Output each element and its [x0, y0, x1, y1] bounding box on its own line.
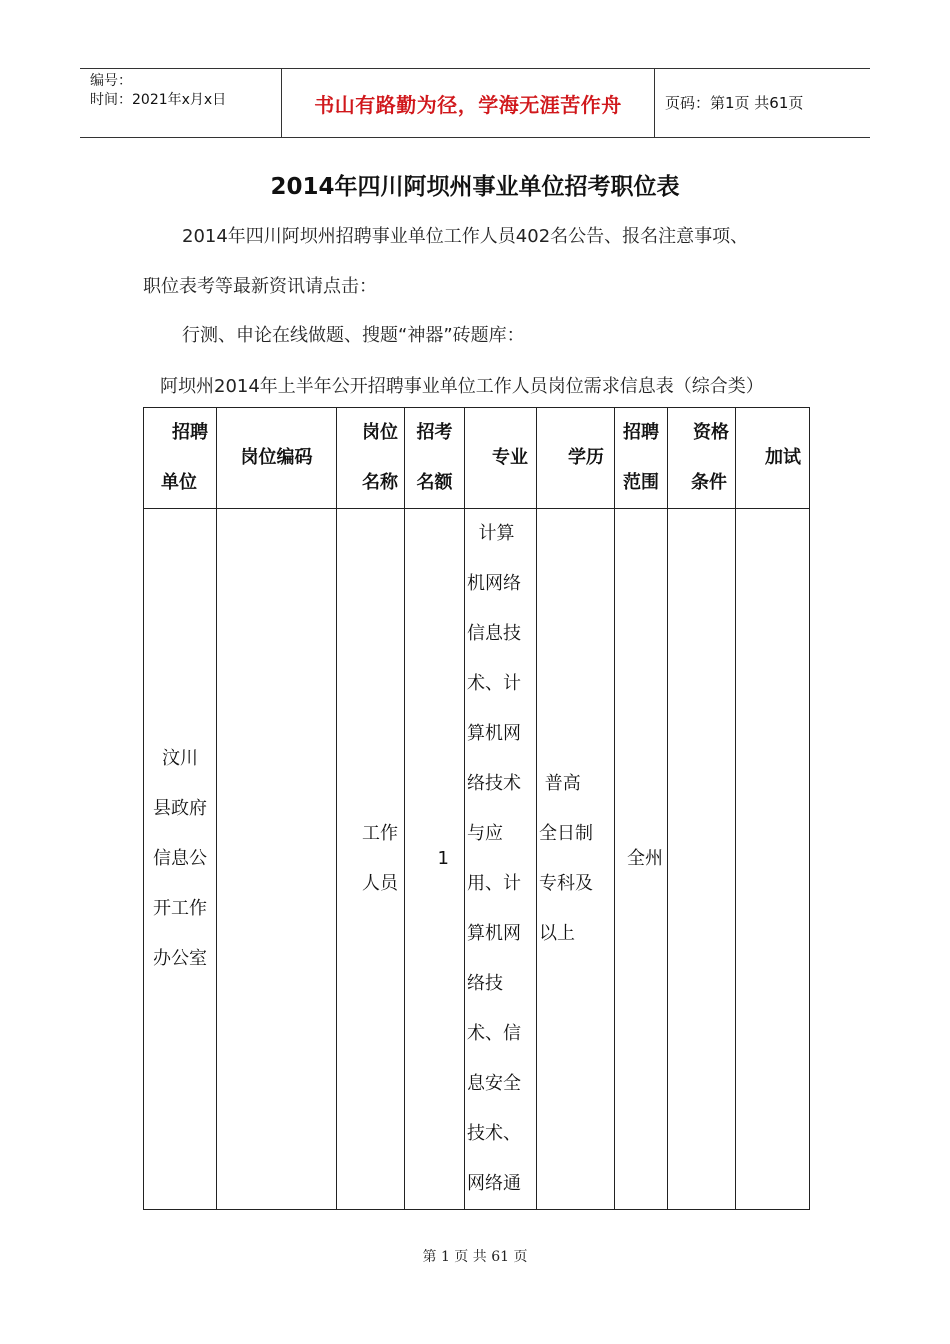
resource-line: 行测、申论在线做题、搜题“神器”砖题库：: [182, 325, 525, 346]
header-motto-cell: [281, 69, 655, 137]
header-unit-l1: 招聘: [172, 422, 208, 443]
header-extra-test-l1: 加试: [765, 447, 801, 468]
time-label: 时间：2021年x月x日: [90, 92, 227, 108]
cell-major: 计算 机网络 信息技 术、计 算机网 络技术 与应 用、计 算机网 络技 术、信 息安全 技术、 网络通: [465, 509, 537, 1210]
cell-unit: 汶川 县政府 信息公 开工作 办公室: [144, 509, 217, 1210]
header-major: [465, 408, 537, 509]
cell-education: 普高 全日制 专科及 以上: [537, 509, 615, 1210]
header-position-l2: 名称: [362, 472, 398, 493]
header-unit: [144, 408, 217, 509]
header-education-l1: 学历: [568, 447, 604, 468]
header-qualification: [668, 408, 736, 509]
page-info: 页码：第1页 共61页: [665, 94, 804, 112]
header-extra-test: [736, 408, 810, 509]
page-footer: 第 1 页 共 61 页: [422, 1249, 528, 1265]
motto-text: 书山有路勤为径，学海无涯苦作舟: [314, 92, 622, 117]
header-major-l1: 专业: [492, 447, 528, 468]
header-qualification-l2: 条件: [691, 472, 727, 493]
header-page-cell: [655, 69, 870, 137]
intro-line-1: 2014年四川阿坝州招聘事业单位工作人员402名公告、报名注意事项、: [182, 226, 749, 247]
cell-extra-test: [736, 509, 810, 1210]
header-scope: [615, 408, 668, 509]
intro-line-2: 职位表考等最新资讯请点击：: [143, 276, 377, 297]
header-code: [217, 408, 337, 509]
header-code-l1: 岗位编码: [240, 447, 313, 468]
document-title: 2014年四川阿坝州事业单位招考职位表: [270, 174, 680, 200]
header-unit-l2: 单位: [161, 472, 197, 493]
cell-qualification: [668, 509, 736, 1210]
positions-table: [143, 407, 810, 1210]
header-scope-l1: 招聘: [623, 422, 659, 443]
document-header: [80, 68, 870, 138]
header-qualification-l1: 资格: [693, 422, 729, 443]
cell-position: 工作 人员: [337, 509, 405, 1210]
header-position-l1: 岗位: [362, 422, 398, 443]
header-quota: [405, 408, 465, 509]
cell-code: [217, 509, 337, 1210]
cell-scope: 全州: [615, 509, 668, 1210]
table-header-row: [144, 408, 810, 509]
table-row: [144, 509, 810, 1210]
header-education: [537, 408, 615, 509]
header-quota-l1: 招考: [416, 422, 453, 443]
header-quota-l2: 名额: [416, 472, 453, 493]
header-meta: [80, 69, 280, 137]
header-scope-l2: 范围: [623, 472, 659, 493]
number-label: 编号：: [90, 73, 132, 89]
table-caption: 阿坝州2014年上半年公开招聘事业单位工作人员岗位需求信息表（综合类）: [160, 376, 764, 397]
header-position: [337, 408, 405, 509]
cell-quota: 1: [405, 509, 465, 1210]
